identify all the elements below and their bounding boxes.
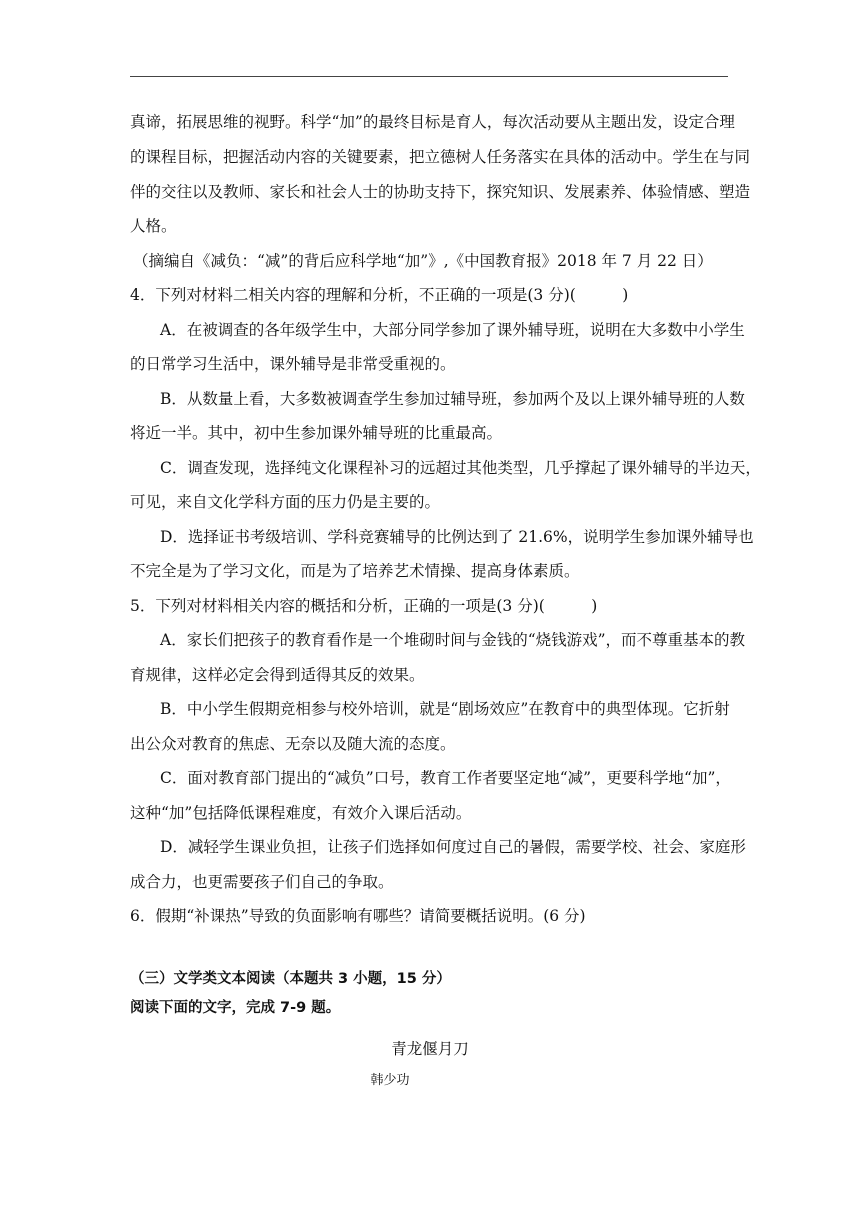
- option-5c-cont: 这种“加”包括降低课程难度，有效介入课后活动。: [130, 804, 472, 822]
- reading-instruction: 阅读下面的文字，完成 7-9 题。: [130, 1000, 341, 1016]
- option-4c: C．调查发现，选择纯文化课程补习的远超过其他类型，几乎撑起了课外辅导的半边天，: [160, 459, 761, 477]
- header-rule: [130, 76, 728, 77]
- paragraph-line: 伴的交往以及教师、家长和社会人士的协助支持下，探究知识、发展素养、体验情感、塑造: [130, 183, 751, 201]
- option-4b-cont: 将近一半。其中，初中生参加课外辅导班的比重最高。: [130, 424, 503, 442]
- option-5d-cont: 成合力，也更需要孩子们自己的争取。: [130, 873, 394, 891]
- option-4d-cont: 不完全是为了学习文化，而是为了培养艺术情操、提高身体素质。: [130, 562, 580, 580]
- option-4d: D．选择证书考级培训、学科竞赛辅导的比例达到了 21.6%，说明学生参加课外辅导也: [160, 528, 754, 546]
- question-4: 4．下列对材料二相关内容的理解和分析，不正确的一项是(3 分)( ): [130, 286, 629, 304]
- option-4a-cont: 的日常学习生活中，课外辅导是非常受重视的。: [130, 355, 456, 373]
- section-heading: （三）文学类文本阅读（本题共 3 小题，15 分）: [130, 971, 451, 987]
- question-5: 5．下列对材料相关内容的概括和分析，正确的一项是(3 分)( ): [130, 597, 598, 615]
- option-5d: D．减轻学生课业负担，让孩子们选择如何度过自己的暑假，需要学校、社会、家庭形: [160, 838, 746, 856]
- paragraph-line: 的课程目标，把握活动内容的关键要素，把立德树人任务落实在具体的活动中。学生在与同: [130, 148, 751, 166]
- paragraph-line: 真谛，拓展思维的视野。科学“加”的最终目标是育人，每次活动要从主题出发，设定合理: [130, 113, 735, 131]
- option-5a: A．家长们把孩子的教育看作是一个堆砌时间与金钱的“烧钱游戏”，而不尊重基本的教: [160, 631, 746, 649]
- source-citation: （摘编自《减负：“减”的背后应科学地“加”》,《中国教育报》2018 年 7 月 22 日）: [133, 252, 713, 270]
- option-5b-cont: 出公众对教育的焦虑、无奈以及随大流的态度。: [130, 735, 456, 753]
- option-4b: B．从数量上看，大多数被调查学生参加过辅导班，参加两个及以上课外辅导班的人数: [160, 390, 745, 408]
- option-5a-cont: 育规律，这样必定会得到适得其反的效果。: [130, 666, 425, 684]
- option-4c-cont: 可见，来自文化学科方面的压力仍是主要的。: [130, 493, 441, 511]
- question-6: 6．假期“补课热”导致的负面影响有哪些？请简要概括说明。(6 分): [130, 907, 586, 925]
- option-5b: B．中小学生假期竞相参与校外培训，就是“剧场效应”在教育中的典型体现。它折射: [160, 700, 730, 718]
- option-5c: C．面对教育部门提出的“减负”口号，教育工作者要坚定地“减”，更要科学地“加”，: [160, 769, 731, 787]
- story-author: 韩少功: [370, 1073, 410, 1088]
- paragraph-line: 人格。: [130, 217, 177, 235]
- option-4a: A．在被调查的各年级学生中，大部分同学参加了课外辅导班，说明在大多数中小学生: [160, 321, 745, 339]
- story-title: 青龙偃月刀: [391, 1040, 469, 1058]
